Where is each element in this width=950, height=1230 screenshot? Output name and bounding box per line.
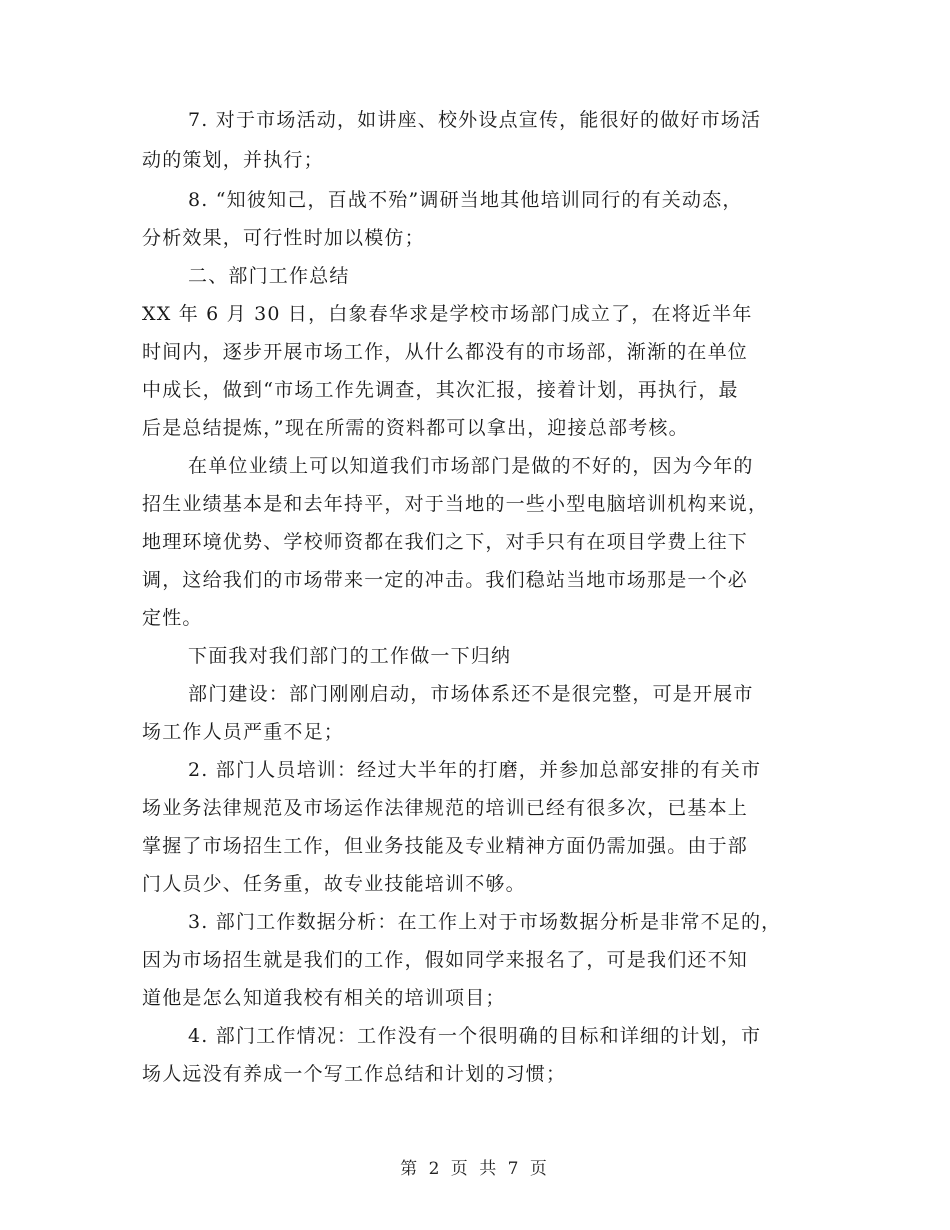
paragraph-line: 道他是怎么知道我校有相关的培训项目；: [142, 987, 506, 1009]
section-heading: 二、部门工作总结: [188, 265, 350, 287]
paragraph-line: XX 年 6 月 30 日，白象春华求是学校市场部门成立了，在将近半年: [142, 303, 753, 325]
paragraph-line: 调，这给我们的市场带来一定的冲击。我们稳站当地市场那是一个必: [142, 569, 749, 591]
page-number: 第 2 页 共 7 页: [400, 1159, 550, 1179]
paragraph-line: 3. 部门工作数据分析：在工作上对于市场数据分析是非常不足的，: [188, 911, 782, 933]
paragraph-line: 下面我对我们部门的工作做一下归纳: [188, 645, 512, 667]
paragraph-line: 后是总结提炼，”现在所需的资料都可以拿出，迎接总部考核。: [142, 417, 689, 439]
paragraph-line: 场人远没有养成一个写工作总结和计划的习惯；: [142, 1063, 567, 1085]
paragraph-line: 7. 对于市场活动，如讲座、校外设点宣传，能很好的做好市场活: [188, 109, 762, 131]
paragraph-line: 8. “知彼知己，百战不殆”调研当地其他培训同行的有关动态，: [188, 189, 743, 211]
paragraph-line: 门人员少、任务重，故专业技能培训不够。: [142, 873, 526, 895]
paragraph-line: 场工作人员严重不足；: [142, 721, 345, 743]
paragraph-line: 分析效果，可行性时加以模仿；: [142, 227, 425, 249]
paragraph-line: 地理环境优势、学校师资都在我们之下，对手只有在项目学费上往下: [142, 531, 749, 553]
paragraph-line: 2. 部门人员培训：经过大半年的打磨，并参加总部安排的有关市: [188, 759, 762, 781]
paragraph-line: 因为市场招生就是我们的工作，假如同学来报名了，可是我们还不知: [142, 949, 749, 971]
paragraph-line: 招生业绩基本是和去年持平，对于当地的一些小型电脑培训机构来说，: [142, 493, 769, 515]
paragraph-line: 4. 部门工作情况：工作没有一个很明确的目标和详细的计划，市: [188, 1025, 762, 1047]
paragraph-line: 在单位业绩上可以知道我们市场部门是做的不好的，因为今年的: [188, 455, 754, 477]
paragraph-line: 定性。: [142, 607, 203, 629]
paragraph-line: 中成长，做到“市场工作先调查，其次汇报，接着计划，再执行，最: [142, 379, 739, 401]
paragraph-line: 掌握了市场招生工作，但业务技能及专业精神方面仍需加强。由于部: [142, 835, 749, 857]
paragraph-line: 时间内，逐步开展市场工作，从什么都没有的市场部，渐渐的在单位: [142, 341, 749, 363]
paragraph-line: 动的策划，并执行；: [142, 149, 324, 171]
paragraph-line: 部门建设：部门刚刚启动，市场体系还不是很完整，可是开展市: [188, 683, 754, 705]
paragraph-line: 场业务法律规范及市场运作法律规范的培训已经有很多次，已基本上: [142, 797, 749, 819]
